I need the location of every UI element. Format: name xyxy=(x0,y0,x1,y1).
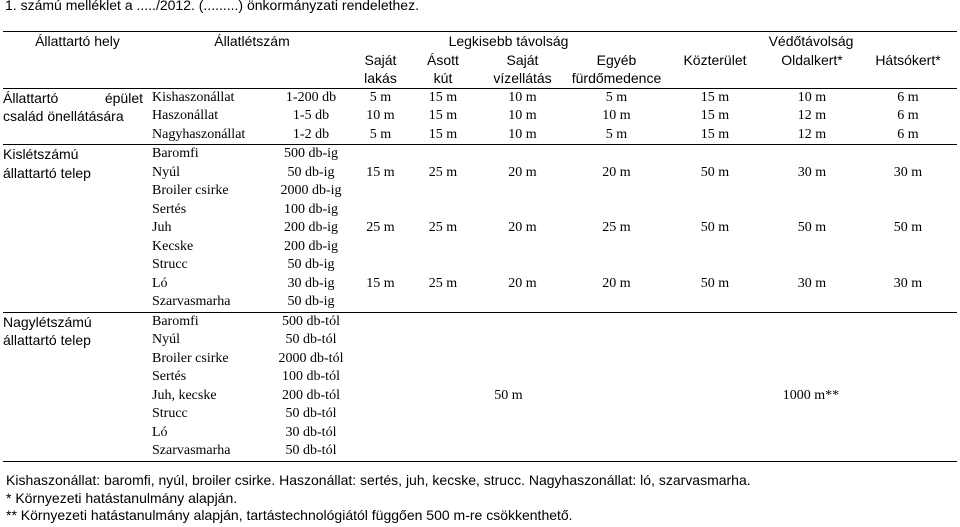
table-cell-animal: Nyúl xyxy=(152,164,180,180)
table-cell-animal: Broiler csirke xyxy=(152,183,229,199)
table-cell-value: 6 m xyxy=(897,108,919,124)
footnotes xyxy=(6,472,751,525)
header-oldalkert: Oldalkert* xyxy=(781,51,843,68)
group-family-line2: család önellátására xyxy=(3,108,124,125)
footnote-double-star: ** Környezeti hatástanulmány alapján, tartástechnológiától függően 500 m-re csökkenthető. xyxy=(6,507,573,523)
table-cell-value: 50 m xyxy=(893,220,923,236)
table-cell-value: 25 m xyxy=(428,164,458,180)
header-hatsokert: Hátsókert* xyxy=(875,51,941,68)
table-cell-value: 50 m xyxy=(700,275,730,291)
table-cell-value: 30 m xyxy=(893,164,923,180)
table-cell-value: 10 m xyxy=(508,108,537,124)
table-cell-value: 15 m xyxy=(428,108,458,124)
table-cell-animal: Ló xyxy=(152,424,168,440)
table-cell-animal: Baromfi xyxy=(152,312,270,331)
table-cell-value: 10 m xyxy=(602,108,631,124)
group-family-word-1: Állattartó xyxy=(3,89,59,106)
header-sajat-vizellatas-2: vízellátás xyxy=(493,70,552,87)
table-cell-value: 5 m xyxy=(605,126,628,142)
footnote-definitions: Kishaszonállat: baromfi, nyúl, broiler csirke. Haszonállat: sertés, juh, kecske, strucc. Nagyhaszonállat: ló, szarvasmarha. xyxy=(6,472,751,488)
header-kozterulet: Közterület xyxy=(683,51,747,68)
header-vedotavolsag: Védőtávolság xyxy=(665,32,957,51)
table-cell-value: 12 m xyxy=(797,126,827,142)
table-cell-animal: Baromfi xyxy=(152,145,270,164)
table-cell-count: 50 db-tól xyxy=(270,442,352,461)
table-cell-value: 20 m xyxy=(508,220,537,236)
table-cell-animal: Szarvasmarha xyxy=(152,294,231,310)
group-family-line1 xyxy=(3,88,152,107)
table-cell-value: 20 m xyxy=(602,164,631,180)
table-cell-count: 500 db-ig xyxy=(270,145,352,164)
table-cell-animal: Juh, kecske xyxy=(152,387,217,403)
table-cell-animal: Nyúl xyxy=(152,332,180,348)
group-family-label-1 xyxy=(3,89,143,107)
document-header: 1. számú melléklet a ...../2012. (.........) önkormányzati rendelethez. xyxy=(5,0,419,13)
table-cell-count: 500 db-tól xyxy=(270,312,352,331)
distance-table xyxy=(3,31,957,462)
table-cell-value: 15 m xyxy=(428,126,458,142)
table-cell-value: 6 m xyxy=(859,88,957,107)
header-sajat-vizellatas-1: Saját xyxy=(506,51,539,68)
large-protection-value: 1000 m** xyxy=(782,387,840,403)
table-cell-count: 2000 db-ig xyxy=(280,183,342,199)
table-cell-value: 12 m xyxy=(797,108,827,124)
table-cell-animal: Nagyhaszonállat xyxy=(152,126,246,142)
table-cell-animal: Juh xyxy=(152,220,172,236)
table-cell-count: 30 db-ig xyxy=(287,275,335,291)
table-cell-count: 100 db-tól xyxy=(282,369,340,385)
table-cell-count: 50 db-ig xyxy=(287,164,335,180)
table-cell-count: 50 db-ig xyxy=(287,294,335,310)
table-cell-value: 15 m xyxy=(366,275,395,291)
table-cell-count: 100 db-ig xyxy=(283,201,339,217)
header-sajat-lakas-1: Saját xyxy=(364,51,397,68)
header-allatletszam: Állatlétszám xyxy=(152,32,352,51)
header-allattarto-hely: Állattartó hely xyxy=(3,32,152,51)
table-cell-count: 1-200 db xyxy=(270,88,352,107)
table-cell-animal: Strucc xyxy=(152,406,188,422)
table-cell-count: 200 db-ig xyxy=(283,238,339,254)
large-distance-value: 50 m xyxy=(494,387,523,403)
group-small-line2: állattartó telep xyxy=(3,164,91,181)
header-egyeb-2: fürdőmedence xyxy=(571,70,662,87)
table-cell-value: 10 m xyxy=(765,88,859,107)
table-cell-value: 25 m xyxy=(366,220,395,236)
table-cell-value: 5 m xyxy=(369,126,392,142)
table-cell-count: 2000 db-tól xyxy=(278,350,344,366)
table-cell-value: 50 m xyxy=(700,164,730,180)
header-asott-kut-1: Ásott xyxy=(427,51,459,68)
table-cell-animal: Kishaszonállat xyxy=(152,88,270,107)
table-cell-animal: Kecske xyxy=(152,238,194,254)
table-cell-value: 30 m xyxy=(797,164,827,180)
header-asott-kut-2: kút xyxy=(433,70,453,87)
table-cell-count: 30 db-tól xyxy=(285,424,337,440)
header-legkisebb-tavolsag: Legkisebb távolság xyxy=(352,32,665,51)
table-cell-value: 15 m xyxy=(700,108,730,124)
table-cell-value: 15 m xyxy=(700,126,730,142)
table-cell-animal: Ló xyxy=(152,275,168,291)
table-cell-animal: Sertés xyxy=(152,369,187,385)
table-cell-count: 50 db-tól xyxy=(285,332,337,348)
table-cell-value: 25 m xyxy=(428,220,458,236)
table-cell-value: 25 m xyxy=(428,275,458,291)
table-cell-animal: Sertés xyxy=(152,201,187,217)
table-cell-value: 15 m xyxy=(409,88,477,107)
table-cell-value: 20 m xyxy=(508,164,537,180)
table-cell-value: 10 m xyxy=(508,126,537,142)
table-cell-value: 30 m xyxy=(893,275,923,291)
header-egyeb-1: Egyéb xyxy=(596,51,637,68)
table-cell-value: 15 m xyxy=(665,88,765,107)
group-large-line1: Nagylétszámú xyxy=(3,312,152,331)
header-sajat-lakas-2: lakás xyxy=(364,70,397,87)
table-cell-value: 5 m xyxy=(352,88,409,107)
table-cell-animal: Strucc xyxy=(152,257,188,273)
table-cell-count: 200 db-tól xyxy=(282,387,340,403)
group-small-line1: Kislétszámú xyxy=(3,145,152,164)
table-cell-value: 50 m xyxy=(797,220,827,236)
table-cell-value: 20 m xyxy=(602,275,631,291)
table-cell-value: 30 m xyxy=(797,275,827,291)
footnote-single-star: * Környezeti hatástanulmány alapján. xyxy=(6,489,238,506)
table-cell-value: 10 m xyxy=(477,88,568,107)
table-cell-animal: Szarvasmarha xyxy=(152,442,270,461)
table-cell-value: 6 m xyxy=(897,126,919,142)
table-cell-value: 50 m xyxy=(700,220,730,236)
table-cell-value: 15 m xyxy=(366,164,395,180)
table-cell-count: 1-5 db xyxy=(292,108,330,124)
table-cell-count: 50 db-ig xyxy=(287,257,335,273)
table-cell-value: 20 m xyxy=(508,275,537,291)
group-large-line2: állattartó telep xyxy=(3,332,91,349)
table-cell-value: 10 m xyxy=(366,108,395,124)
group-family-word-2: épület xyxy=(104,89,143,106)
table-cell-count: 50 db-tól xyxy=(285,406,337,422)
table-cell-value: 5 m xyxy=(568,88,665,107)
table-cell-count: 200 db-ig xyxy=(283,220,339,236)
table-cell-animal: Broiler csirke xyxy=(152,350,229,366)
table-cell-count: 1-2 db xyxy=(292,126,330,142)
table-cell-animal: Haszonállat xyxy=(152,108,219,124)
table-cell-value: 25 m xyxy=(602,220,631,236)
